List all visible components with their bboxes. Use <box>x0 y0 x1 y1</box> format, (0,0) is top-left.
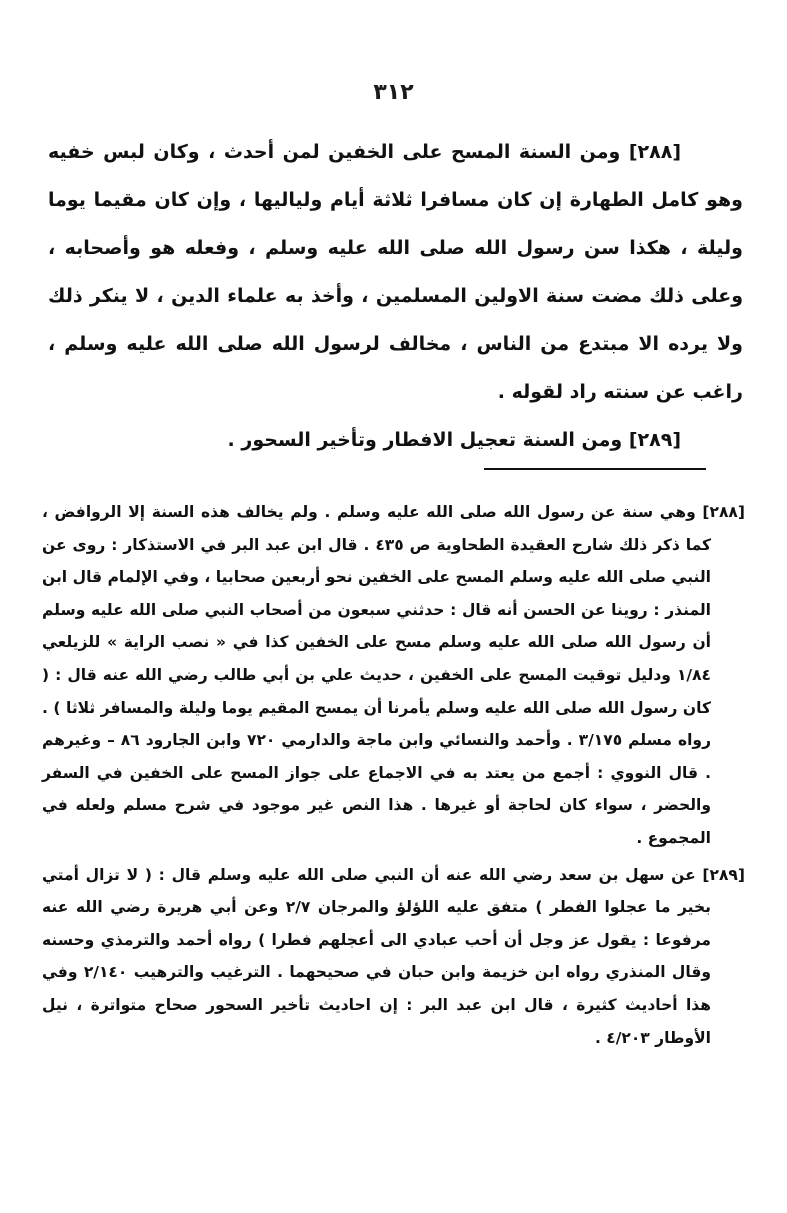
footnote-289: [٢٨٩] عن سهل بن سعد رضي الله عنه أن النبي صلى الله عليه وسلم قال : ( لا تزال أمتي بخير ما عجلوا الفطر ) متفق عليه اللؤلؤ والمرجان ٢/٧ وعن أبي هريرة رضي الله عنه مرفوعا : يقول عز وجل أن أحب عبادي الى أعجلهم فطرا ) رواه أحمد والترمذي وحسنه وقال المنذري رواه ابن خزيمة وابن حبان في صحيحهما . الترغيب والترهيب ٢/١٤٠ وفي هذا أحاديث كثيرة ، قال ابن عبد البر : إن احاديث تأخير السحور صحاح متواترة ، نيل الأوطار ٤/٢٠٣ . <box>42 865 745 1047</box>
footnote-separator <box>484 468 706 470</box>
footnote-288: [٢٨٨] وهي سنة عن رسول الله صلى الله عليه وسلم . ولم يخالف هذه السنة إلا الروافض ، كما ذكر ذلك شارح العقيدة الطحاوية ص ٤٣٥ . قال ابن عبد البر في الاستذكار : روى عن النبي صلى الله عليه وسلم المسح على الخفين نحو أربعين صحابيا ، وفي الإلمام قال ابن المنذر : روينا عن الحسن أنه قال : حدثني سبعون من أصحاب النبي صلى الله عليه وسلم أن رسول الله صلى الله عليه وسلم مسح على الخفين كذا في « نصب الراية » للزيلعي ١/٨٤ ودليل توقيت المسح على الخفين ، حديث علي بن أبي طالب رضي الله عنه قال : ( كان رسول الله صلى الله عليه وسلم يأمرنا أن يمسح المقيم يوما وليلة والمسافر ثلاثا ) . رواه مسلم ٣/١٧٥ . وأحمد والنسائي وابن ماجة والدارمي ٧٢٠ وابن الجارود ٨٦ – وغيرهم . قال النووي : أجمع من يعتد به في الاجماع على جواز المسح على الخفين في السفر والحضر ، سواء كان لحاجة أو غيرها . هذا النص غير موجود في شرح مسلم ولعله في المجموع . <box>42 503 745 847</box>
footnotes <box>42 496 745 1058</box>
main-text <box>48 128 743 464</box>
page-number: ٣١٢ <box>373 80 414 105</box>
paragraph-288: [٢٨٨] ومن السنة المسح على الخفين لمن أحدث ، وكان لبس خفيه وهو كامل الطهارة إن كان مسافرا ثلاثة أيام ولياليها ، وإن كان مقيما يوما وليلة ، هكذا سن رسول الله صلى الله عليه وسلم ، وفعله هو وأصحابه ، وعلى ذلك مضت سنة الاولين المسلمين ، وأخذ به علماء الدين ، لا ينكر ذلك ولا يرده الا مبتدع من الناس ، مخالف لرسول الله صلى الله عليه وسلم ، راغب عن سنته راد لقوله . <box>48 141 743 403</box>
paragraph-289: [٢٨٩] ومن السنة تعجيل الافطار وتأخير السحور . <box>227 429 681 451</box>
